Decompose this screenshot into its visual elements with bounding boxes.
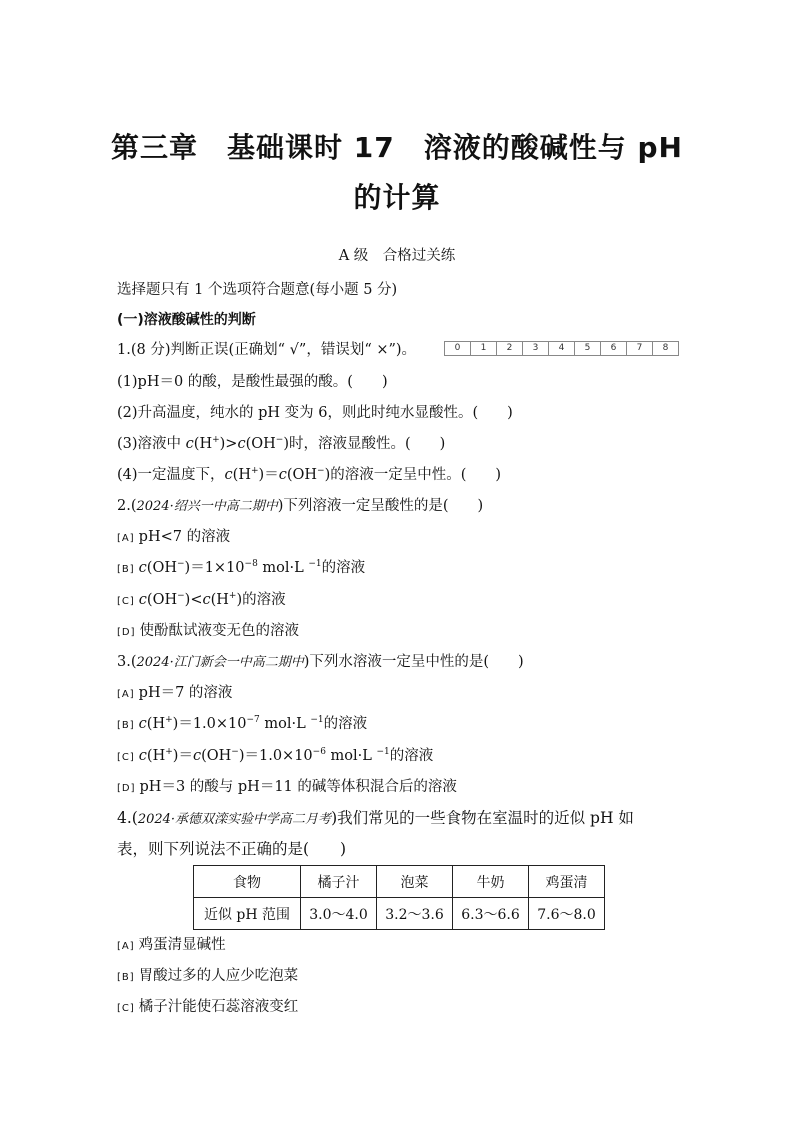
section-heading: (一)溶液酸碱性的判断 (117, 312, 256, 328)
scale-cell: 5 (575, 342, 601, 355)
scale-cell: 7 (627, 342, 653, 355)
q1-statement-2: (2)升高温度，纯水的 pH 变为 6，则此时纯水显酸性。( ) (117, 405, 513, 421)
scale-cell: 2 (497, 342, 523, 355)
ph-table (193, 865, 605, 930)
q1-statement-1: (1)pH＝0 的酸，是酸性最强的酸。( ) (117, 374, 388, 390)
q3-option-a: [A] pH＝7 的溶液 (117, 685, 233, 701)
table-cell: 牛奶 (453, 866, 529, 898)
q3-option-c: [C] $c(H^+)=c(OH^-)=1.0\times 10^{-6}$ mol·L $^{-1}$的溶液 (117, 747, 434, 764)
q4-stem: 4.(2024·承德双滦实验中学高二月考)我们常见的一些食物在室温时的近似 pH 如 (117, 809, 634, 827)
table-cell: 橘子汁 (301, 866, 377, 898)
q4-stem-line2: 表，则下列说法不正确的是( ) (117, 840, 347, 858)
table-cell: 鸡蛋清 (529, 866, 605, 898)
q3-option-b: [B] $c(H^+)=1.0\times 10^{-7}$ mol·L $^{-1}$的溶液 (117, 715, 368, 732)
q4-option-c: [C] 橘子汁能使石蕊溶液变红 (117, 999, 299, 1015)
q1-statement-3: (3)溶液中 c(H+)>c(OH−)时，溶液显酸性。( ) (117, 435, 446, 452)
table-cell: 3.0～4.0 (301, 898, 377, 930)
scale-cell: 4 (549, 342, 575, 355)
level-heading: A 级 合格过关练 (338, 248, 456, 264)
table-cell: 6.3～6.6 (453, 898, 529, 930)
table-row (194, 898, 605, 930)
q2-option-b: [B] $c(OH^-)=1\times 10^{-8}$ mol·L $^{-1}$的溶液 (117, 559, 366, 576)
scale-cell: 0 (445, 342, 471, 355)
q1-stem: 1.(8 分)判断正误(正确划“ √”，错误划“ ×”)。 (117, 342, 417, 358)
table-cell: 7.6～8.0 (529, 898, 605, 930)
page-title-line1: 第三章 基础课时 17 溶液的酸碱性与 pH (111, 131, 683, 164)
q4-source: 2024·承德双滦实验中学高二月考 (137, 812, 332, 827)
q2-option-a: [A] pH<7 的溶液 (117, 529, 231, 545)
scale-cell: 1 (471, 342, 497, 355)
table-cell: 泡菜 (377, 866, 453, 898)
table-cell: 食物 (194, 866, 301, 898)
q3-option-d: [D] pH＝3 的酸与 pH＝11 的碱等体积混合后的溶液 (117, 779, 457, 795)
scale-cell: 8 (662, 343, 669, 353)
q3-stem: 3.(2024·江门新会一中高二期中)下列水溶液一定呈中性的是( ) (117, 654, 524, 670)
q3-source: 2024·江门新会一中高二期中 (136, 655, 304, 670)
scale-cell: 3 (523, 342, 549, 355)
table-cell: 近似 pH 范围 (194, 898, 301, 930)
table-cell: 3.2～3.6 (377, 898, 453, 930)
q4-option-b: [B] 胃酸过多的人应少吃泡菜 (117, 968, 299, 984)
q2-stem: 2.(2024·绍兴一中高二期中)下列溶液一定呈酸性的是( ) (117, 498, 484, 514)
score-scale (444, 341, 679, 356)
q1-statement-4: (4)一定温度下，c(H+)＝c(OH−)的溶液一定呈中性。( ) (117, 466, 502, 483)
q2-option-c: [C] c(OH−)<c(H+)的溶液 (117, 591, 286, 608)
scale-cell: 6 (601, 342, 627, 355)
q4-option-a: [A] 鸡蛋清显碱性 (117, 937, 226, 953)
table-header-row (194, 866, 605, 898)
q2-option-d: [D] 使酚酞试液变无色的溶液 (117, 623, 300, 639)
q2-source: 2024·绍兴一中高二期中 (136, 499, 278, 514)
instruction: 选择题只有 1 个选项符合题意(每小题 5 分) (117, 282, 398, 298)
page-title-line2: 的计算 (353, 181, 441, 214)
